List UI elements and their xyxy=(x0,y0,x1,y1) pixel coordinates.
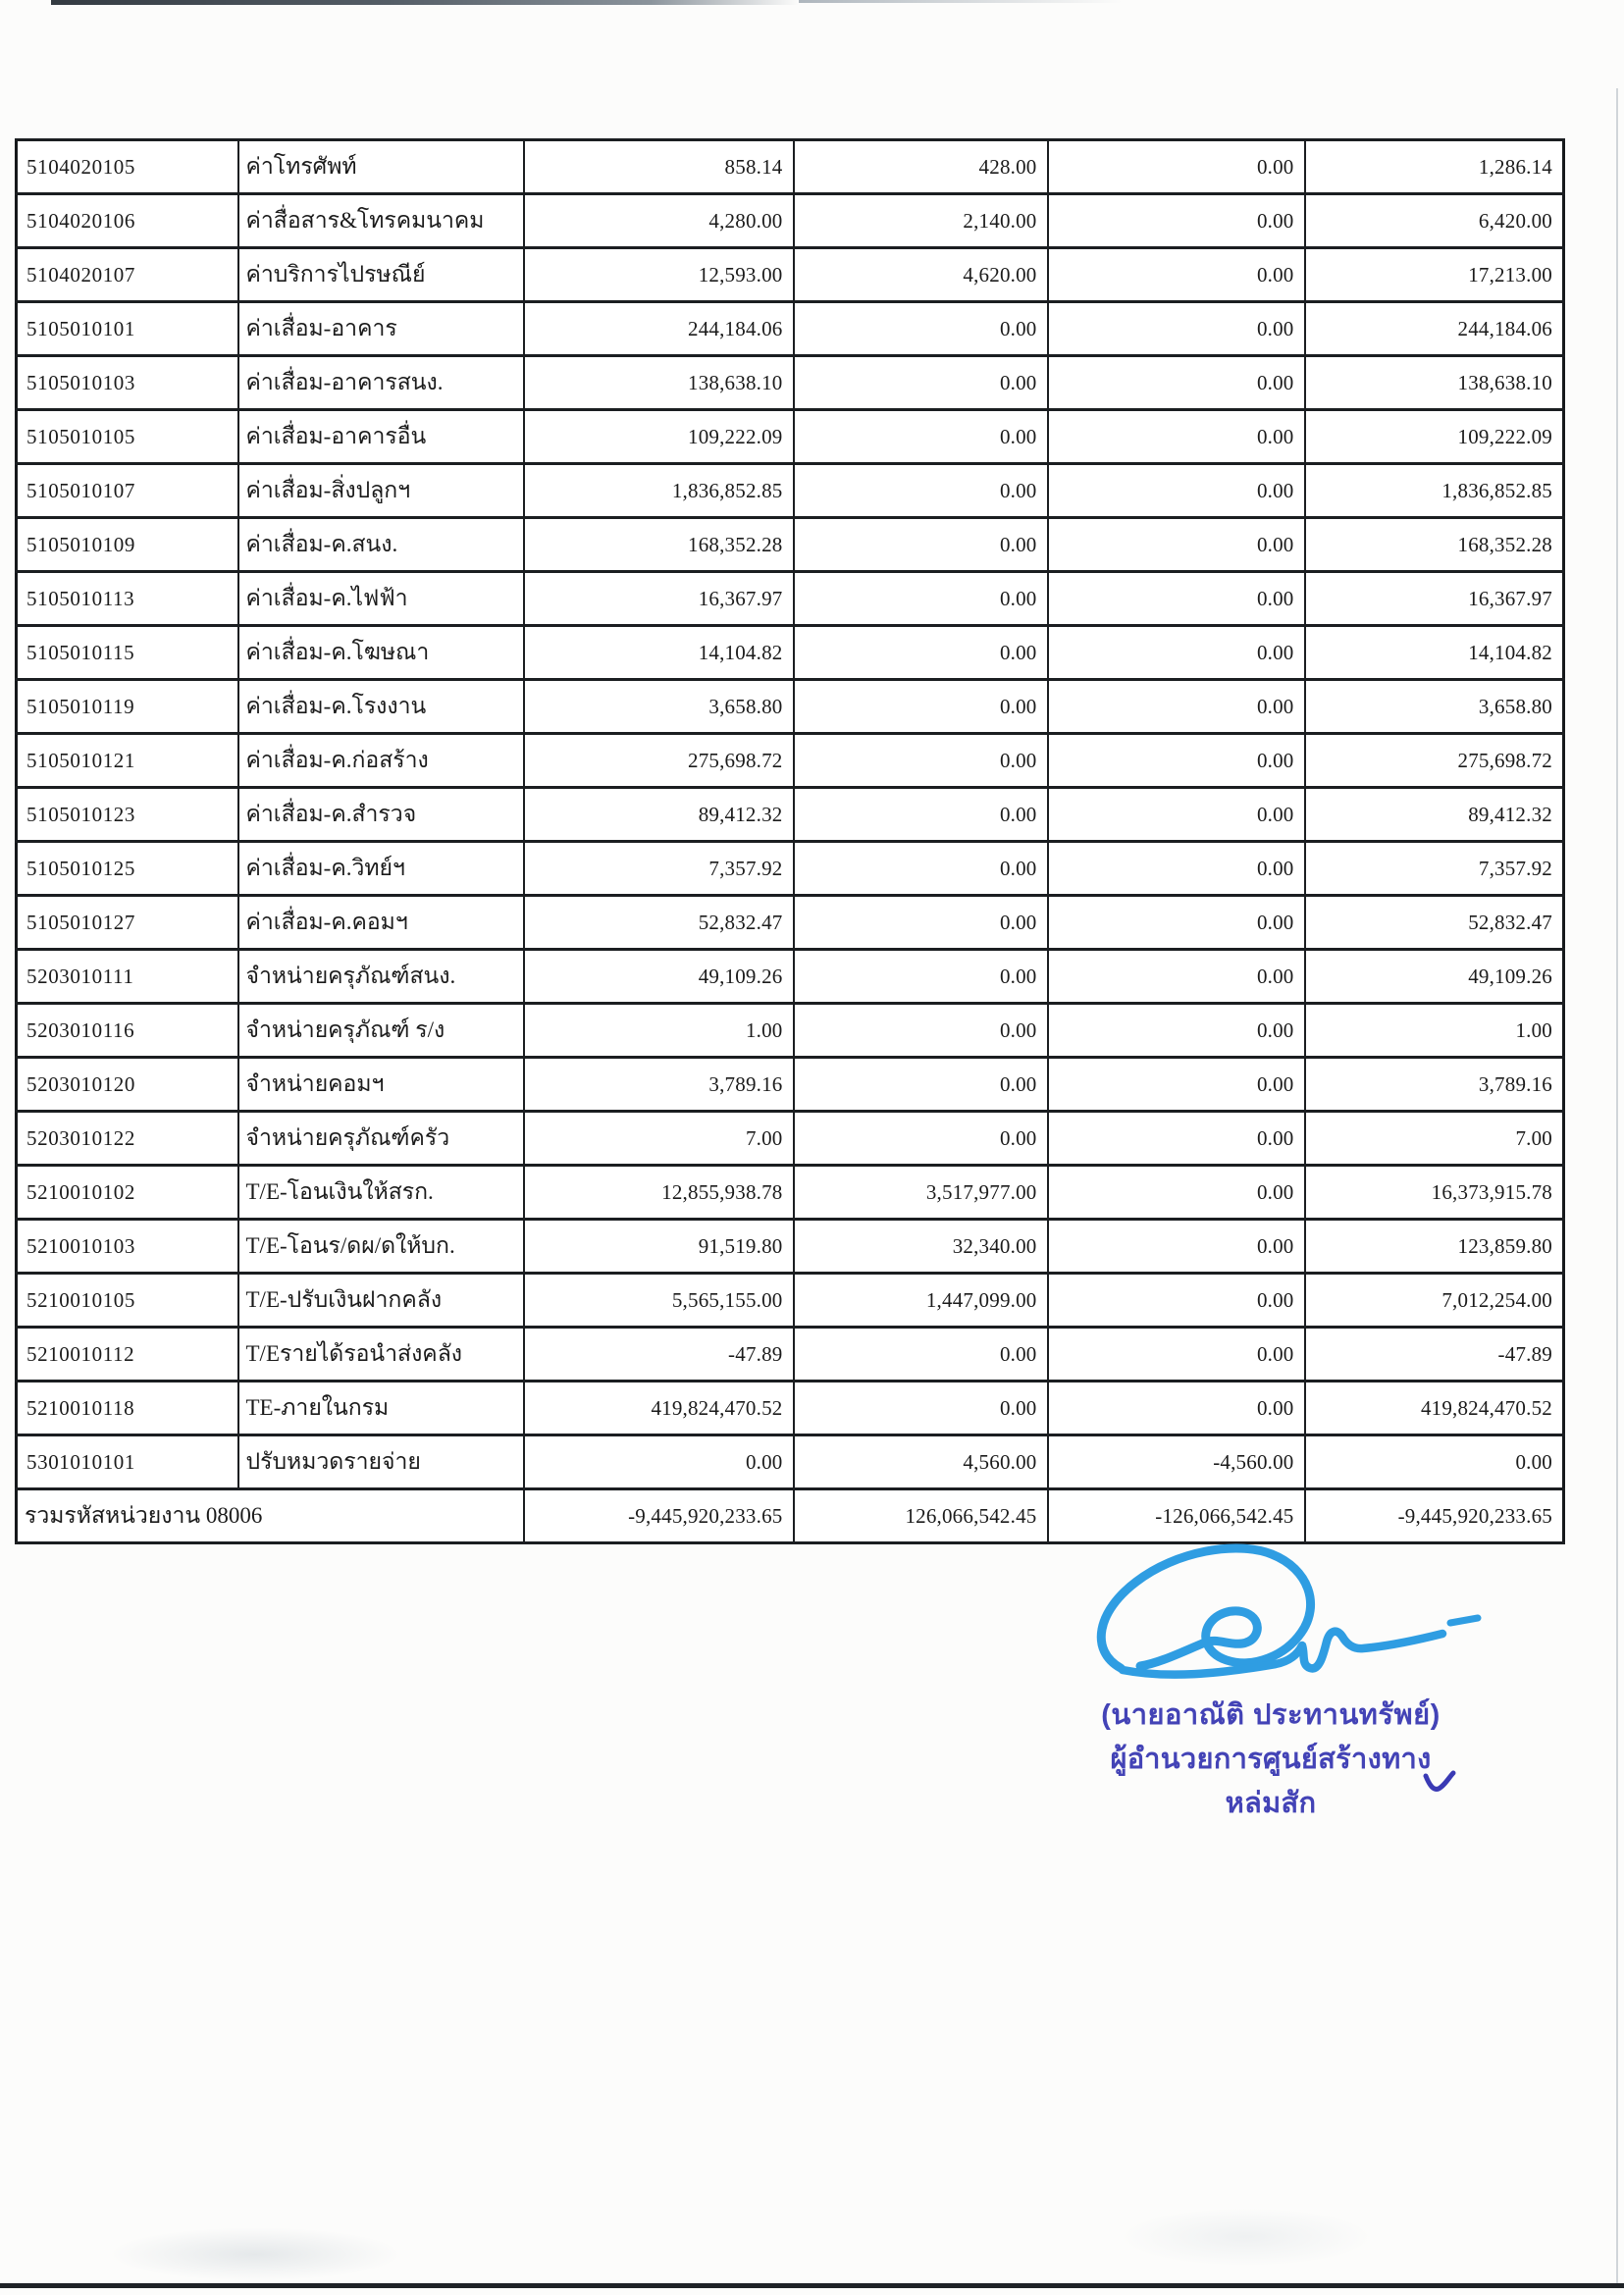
account-name-cell: จำหน่ายครุภัณฑ์ ร/ง xyxy=(238,1004,524,1058)
table-row xyxy=(17,572,1564,626)
account-code-cell: 5203010120 xyxy=(17,1058,238,1112)
account-name-cell: ค่าเสื่อม-อาคารอื่น xyxy=(238,410,524,464)
total-amount-cell-2: 126,066,542.45 xyxy=(794,1489,1048,1543)
account-name-cell: ค่าเสื่อม-ค.สำรวจ xyxy=(238,788,524,842)
account-code-cell: 5105010119 xyxy=(17,680,238,734)
amount-cell-4: -47.89 xyxy=(1305,1328,1564,1382)
amount-cell-4: 49,109.26 xyxy=(1305,950,1564,1004)
table-row xyxy=(17,1112,1564,1166)
amount-cell-1: 275,698.72 xyxy=(524,734,794,788)
amount-cell-3: 0.00 xyxy=(1048,248,1305,302)
amount-cell-2: 4,560.00 xyxy=(794,1435,1048,1489)
amount-cell-3: 0.00 xyxy=(1048,410,1305,464)
signer-name: (นายอาณัติ ประทานทรัพย์) xyxy=(1101,1699,1441,1731)
amount-cell-1: 16,367.97 xyxy=(524,572,794,626)
amount-cell-4: 109,222.09 xyxy=(1305,410,1564,464)
amount-cell-1: 109,222.09 xyxy=(524,410,794,464)
account-summary-table-wrap xyxy=(15,138,1565,1544)
account-name-cell: T/E-โอนเงินให้สรก. xyxy=(238,1166,524,1220)
amount-cell-1: 419,824,470.52 xyxy=(524,1382,794,1435)
account-code-cell: 5104020106 xyxy=(17,194,238,248)
account-name-cell: ปรับหมวดรายจ่าย xyxy=(238,1435,524,1489)
amount-cell-1: 244,184.06 xyxy=(524,302,794,356)
account-name-cell: T/E-ปรับเงินฝากคลัง xyxy=(238,1274,524,1328)
amount-cell-3: 0.00 xyxy=(1048,896,1305,950)
account-summary-table xyxy=(15,138,1565,1544)
table-row xyxy=(17,680,1564,734)
amount-cell-1: -47.89 xyxy=(524,1328,794,1382)
table-row xyxy=(17,788,1564,842)
amount-cell-1: 4,280.00 xyxy=(524,194,794,248)
amount-cell-2: 0.00 xyxy=(794,464,1048,518)
table-row xyxy=(17,1058,1564,1112)
amount-cell-3: 0.00 xyxy=(1048,302,1305,356)
account-code-cell: 5105010125 xyxy=(17,842,238,896)
signer-title: ผู้อำนวยการศูนย์สร้างทางหล่มสัก xyxy=(1110,1743,1432,1819)
amount-cell-3: 0.00 xyxy=(1048,1382,1305,1435)
total-amount-cell-3: -126,066,542.45 xyxy=(1048,1489,1305,1543)
account-code-cell: 5210010105 xyxy=(17,1274,238,1328)
table-row xyxy=(17,410,1564,464)
account-code-cell: 5105010107 xyxy=(17,464,238,518)
amount-cell-2: 0.00 xyxy=(794,518,1048,572)
table-row xyxy=(17,518,1564,572)
amount-cell-1: 3,789.16 xyxy=(524,1058,794,1112)
amount-cell-4: 7,357.92 xyxy=(1305,842,1564,896)
amount-cell-4: 16,373,915.78 xyxy=(1305,1166,1564,1220)
table-row xyxy=(17,896,1564,950)
stamp-flourish-mark xyxy=(1421,1768,1456,1796)
amount-cell-1: 0.00 xyxy=(524,1435,794,1489)
account-name-cell: ค่าบริการไปรษณีย์ xyxy=(238,248,524,302)
account-name-cell: T/E-โอนร/ดผ/ดให้บก. xyxy=(238,1220,524,1274)
account-code-cell: 5105010109 xyxy=(17,518,238,572)
amount-cell-2: 0.00 xyxy=(794,950,1048,1004)
account-name-cell: ค่าเสื่อม-ค.โรงงาน xyxy=(238,680,524,734)
account-code-cell: 5104020105 xyxy=(17,140,238,194)
amount-cell-2: 0.00 xyxy=(794,1328,1048,1382)
table-row xyxy=(17,356,1564,410)
account-code-cell: 5105010127 xyxy=(17,896,238,950)
amount-cell-3: 0.00 xyxy=(1048,788,1305,842)
table-row xyxy=(17,1166,1564,1220)
table-row xyxy=(17,1220,1564,1274)
amount-cell-4: 7.00 xyxy=(1305,1112,1564,1166)
amount-cell-4: 275,698.72 xyxy=(1305,734,1564,788)
amount-cell-2: 0.00 xyxy=(794,1112,1048,1166)
account-name-cell: ค่าเสื่อม-ค.วิทย์ฯ xyxy=(238,842,524,896)
amount-cell-1: 1.00 xyxy=(524,1004,794,1058)
amount-cell-4: 123,859.80 xyxy=(1305,1220,1564,1274)
amount-cell-1: 89,412.32 xyxy=(524,788,794,842)
account-name-cell: ค่าเสื่อม-อาคารสนง. xyxy=(238,356,524,410)
table-row xyxy=(17,464,1564,518)
amount-cell-2: 0.00 xyxy=(794,356,1048,410)
account-name-cell: ค่าเสื่อม-สิ่งปลูกฯ xyxy=(238,464,524,518)
account-code-cell: 5203010116 xyxy=(17,1004,238,1058)
amount-cell-4: 7,012,254.00 xyxy=(1305,1274,1564,1328)
scan-artifact-top-edge xyxy=(51,0,799,5)
amount-cell-4: 16,367.97 xyxy=(1305,572,1564,626)
amount-cell-3: 0.00 xyxy=(1048,734,1305,788)
amount-cell-2: 2,140.00 xyxy=(794,194,1048,248)
account-name-cell: ค่าเสื่อม-ค.โฆษณา xyxy=(238,626,524,680)
amount-cell-2: 0.00 xyxy=(794,410,1048,464)
amount-cell-2: 4,620.00 xyxy=(794,248,1048,302)
table-row xyxy=(17,302,1564,356)
total-row-label: รวมรหัสหน่วยงาน 08006 xyxy=(17,1489,524,1543)
account-code-cell: 5104020107 xyxy=(17,248,238,302)
amount-cell-1: 52,832.47 xyxy=(524,896,794,950)
account-code-cell: 5105010121 xyxy=(17,734,238,788)
account-code-cell: 5210010118 xyxy=(17,1382,238,1435)
amount-cell-2: 0.00 xyxy=(794,572,1048,626)
amount-cell-1: 3,658.80 xyxy=(524,680,794,734)
table-row xyxy=(17,248,1564,302)
account-code-cell: 5210010103 xyxy=(17,1220,238,1274)
amount-cell-4: 17,213.00 xyxy=(1305,248,1564,302)
amount-cell-3: 0.00 xyxy=(1048,464,1305,518)
table-row xyxy=(17,194,1564,248)
amount-cell-1: 168,352.28 xyxy=(524,518,794,572)
total-row xyxy=(17,1489,1564,1543)
amount-cell-1: 12,855,938.78 xyxy=(524,1166,794,1220)
account-code-cell: 5301010101 xyxy=(17,1435,238,1489)
account-name-cell: ค่าโทรศัพท์ xyxy=(238,140,524,194)
signature-ink-stroke xyxy=(1070,1540,1492,1712)
total-amount-cell-4: -9,445,920,233.65 xyxy=(1305,1489,1564,1543)
account-name-cell: ค่าเสื่อม-ค.สนง. xyxy=(238,518,524,572)
amount-cell-3: 0.00 xyxy=(1048,194,1305,248)
amount-cell-3: 0.00 xyxy=(1048,1112,1305,1166)
amount-cell-4: 419,824,470.52 xyxy=(1305,1382,1564,1435)
account-name-cell: T/Eรายได้รอนำส่งคลัง xyxy=(238,1328,524,1382)
amount-cell-4: 1,286.14 xyxy=(1305,140,1564,194)
amount-cell-4: 3,658.80 xyxy=(1305,680,1564,734)
amount-cell-2: 428.00 xyxy=(794,140,1048,194)
amount-cell-3: 0.00 xyxy=(1048,950,1305,1004)
amount-cell-4: 138,638.10 xyxy=(1305,356,1564,410)
amount-cell-1: 12,593.00 xyxy=(524,248,794,302)
account-code-cell: 5105010115 xyxy=(17,626,238,680)
amount-cell-3: -4,560.00 xyxy=(1048,1435,1305,1489)
amount-cell-2: 3,517,977.00 xyxy=(794,1166,1048,1220)
table-row xyxy=(17,1435,1564,1489)
table-row xyxy=(17,1274,1564,1328)
amount-cell-2: 0.00 xyxy=(794,1004,1048,1058)
scan-artifact-right-edge xyxy=(1616,88,1618,2286)
table-row xyxy=(17,842,1564,896)
amount-cell-1: 1,836,852.85 xyxy=(524,464,794,518)
table-row xyxy=(17,1004,1564,1058)
account-code-cell: 5203010122 xyxy=(17,1112,238,1166)
account-name-cell: จำหน่ายครุภัณฑ์ครัว xyxy=(238,1112,524,1166)
account-name-cell: จำหน่ายคอมฯ xyxy=(238,1058,524,1112)
amount-cell-2: 0.00 xyxy=(794,896,1048,950)
account-name-cell: TE-ภายในกรม xyxy=(238,1382,524,1435)
account-name-cell: ค่าเสื่อม-ค.คอมฯ xyxy=(238,896,524,950)
table-row xyxy=(17,1382,1564,1435)
table-body xyxy=(17,140,1564,1489)
account-code-cell: 5105010103 xyxy=(17,356,238,410)
account-name-cell: ค่าเสื่อม-อาคาร xyxy=(238,302,524,356)
amount-cell-2: 0.00 xyxy=(794,302,1048,356)
scan-artifact-bottom-edge xyxy=(0,2283,1624,2288)
scan-artifact-top-edge-light xyxy=(799,0,1123,3)
amount-cell-2: 0.00 xyxy=(794,734,1048,788)
account-code-cell: 5105010101 xyxy=(17,302,238,356)
amount-cell-4: 0.00 xyxy=(1305,1435,1564,1489)
amount-cell-3: 0.00 xyxy=(1048,518,1305,572)
signature-stamp-block xyxy=(1074,1694,1467,1826)
amount-cell-2: 1,447,099.00 xyxy=(794,1274,1048,1328)
table-row xyxy=(17,140,1564,194)
table-row xyxy=(17,950,1564,1004)
amount-cell-1: 7.00 xyxy=(524,1112,794,1166)
amount-cell-3: 0.00 xyxy=(1048,1328,1305,1382)
amount-cell-1: 49,109.26 xyxy=(524,950,794,1004)
amount-cell-1: 91,519.80 xyxy=(524,1220,794,1274)
amount-cell-2: 0.00 xyxy=(794,626,1048,680)
amount-cell-3: 0.00 xyxy=(1048,1004,1305,1058)
amount-cell-2: 32,340.00 xyxy=(794,1220,1048,1274)
amount-cell-3: 0.00 xyxy=(1048,1274,1305,1328)
account-name-cell: ค่าสื่อสาร&โทรคมนาคม xyxy=(238,194,524,248)
amount-cell-4: 168,352.28 xyxy=(1305,518,1564,572)
amount-cell-4: 1,836,852.85 xyxy=(1305,464,1564,518)
account-code-cell: 5210010102 xyxy=(17,1166,238,1220)
amount-cell-3: 0.00 xyxy=(1048,1058,1305,1112)
amount-cell-1: 7,357.92 xyxy=(524,842,794,896)
amount-cell-4: 244,184.06 xyxy=(1305,302,1564,356)
account-name-cell: จำหน่ายครุภัณฑ์สนง. xyxy=(238,950,524,1004)
amount-cell-4: 6,420.00 xyxy=(1305,194,1564,248)
amount-cell-1: 138,638.10 xyxy=(524,356,794,410)
account-name-cell: ค่าเสื่อม-ค.ไฟฟ้า xyxy=(238,572,524,626)
amount-cell-4: 89,412.32 xyxy=(1305,788,1564,842)
table-row xyxy=(17,734,1564,788)
account-code-cell: 5105010113 xyxy=(17,572,238,626)
amount-cell-4: 14,104.82 xyxy=(1305,626,1564,680)
account-code-cell: 5203010111 xyxy=(17,950,238,1004)
scan-smudge xyxy=(1119,2208,1374,2267)
amount-cell-4: 1.00 xyxy=(1305,1004,1564,1058)
amount-cell-2: 0.00 xyxy=(794,842,1048,896)
table-row xyxy=(17,626,1564,680)
amount-cell-4: 3,789.16 xyxy=(1305,1058,1564,1112)
account-code-cell: 5105010123 xyxy=(17,788,238,842)
amount-cell-3: 0.00 xyxy=(1048,140,1305,194)
amount-cell-3: 0.00 xyxy=(1048,680,1305,734)
amount-cell-3: 0.00 xyxy=(1048,1166,1305,1220)
amount-cell-4: 52,832.47 xyxy=(1305,896,1564,950)
amount-cell-3: 0.00 xyxy=(1048,356,1305,410)
scan-smudge xyxy=(108,2227,402,2281)
amount-cell-3: 0.00 xyxy=(1048,842,1305,896)
amount-cell-3: 0.00 xyxy=(1048,1220,1305,1274)
account-name-cell: ค่าเสื่อม-ค.ก่อสร้าง xyxy=(238,734,524,788)
account-code-cell: 5105010105 xyxy=(17,410,238,464)
amount-cell-1: 14,104.82 xyxy=(524,626,794,680)
amount-cell-2: 0.00 xyxy=(794,1382,1048,1435)
amount-cell-1: 5,565,155.00 xyxy=(524,1274,794,1328)
amount-cell-2: 0.00 xyxy=(794,788,1048,842)
amount-cell-3: 0.00 xyxy=(1048,572,1305,626)
amount-cell-1: 858.14 xyxy=(524,140,794,194)
amount-cell-3: 0.00 xyxy=(1048,626,1305,680)
account-code-cell: 5210010112 xyxy=(17,1328,238,1382)
table-footer xyxy=(17,1489,1564,1543)
total-amount-cell-1: -9,445,920,233.65 xyxy=(524,1489,794,1543)
amount-cell-2: 0.00 xyxy=(794,680,1048,734)
table-row xyxy=(17,1328,1564,1382)
amount-cell-2: 0.00 xyxy=(794,1058,1048,1112)
